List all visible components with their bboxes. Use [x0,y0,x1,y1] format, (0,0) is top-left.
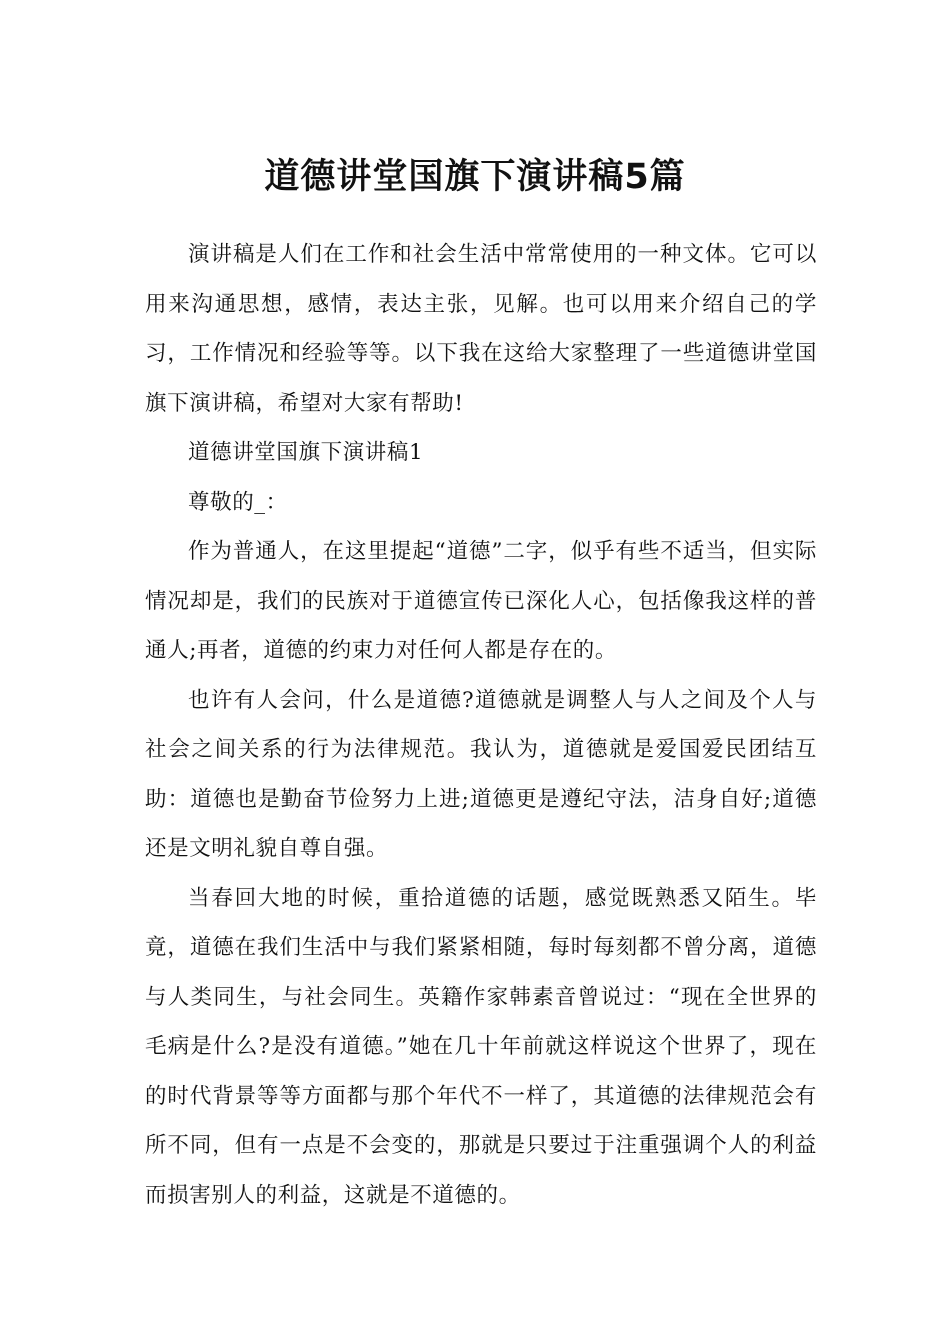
body-paragraph: 当春回大地的时候，重拾道德的话题，感觉既熟悉又陌生。毕竟，道德在我们生活中与我们紧紧相随，每时每刻都不曾分离，道德与人类同生，与社会同生。英籍作家韩素音曾说过：“现在全世界的毛病是什么?是没有道德。”她在几十年前就这样说这个世界了，现在的时代背景等等方面都与那个年代不一样了，其道德的法律规范会有所不同，但有一点是不会变的，那就是只要过于注重强调个人的利益而损害别人的利益，这就是不道德的。 [145,885,817,1208]
document-title: 道德讲堂国旗下演讲稿5篇 [264,157,686,198]
salutation: 尊敬的_： [188,489,288,515]
body-paragraph: 作为普通人，在这里提起“道德”二字，似乎有些不适当，但实际情况却是，我们的民族对于道德宣传已深化人心，包括像我这样的普通人;再者，道德的约束力对任何人都是存在的。 [145,539,817,663]
body-paragraph: 也许有人会问，什么是道德?道德就是调整人与人之间及个人与社会之间关系的行为法律规范。我认为，道德就是爱国爱民团结互助：道德也是勤奋节俭努力上进;道德更是遵纪守法，洁身自好;道德还是文明礼貌自尊自强。 [145,687,817,861]
intro-paragraph: 演讲稿是人们在工作和社会生活中常常使用的一种文体。它可以用来沟通思想，感情，表达主张，见解。也可以用来介绍自己的学习，工作情况和经验等等。以下我在这给大家整理了一些道德讲堂国旗下演讲稿，希望对大家有帮助! [145,242,817,416]
document-body [145,230,817,1220]
section-heading: 道德讲堂国旗下演讲稿1 [188,440,424,465]
